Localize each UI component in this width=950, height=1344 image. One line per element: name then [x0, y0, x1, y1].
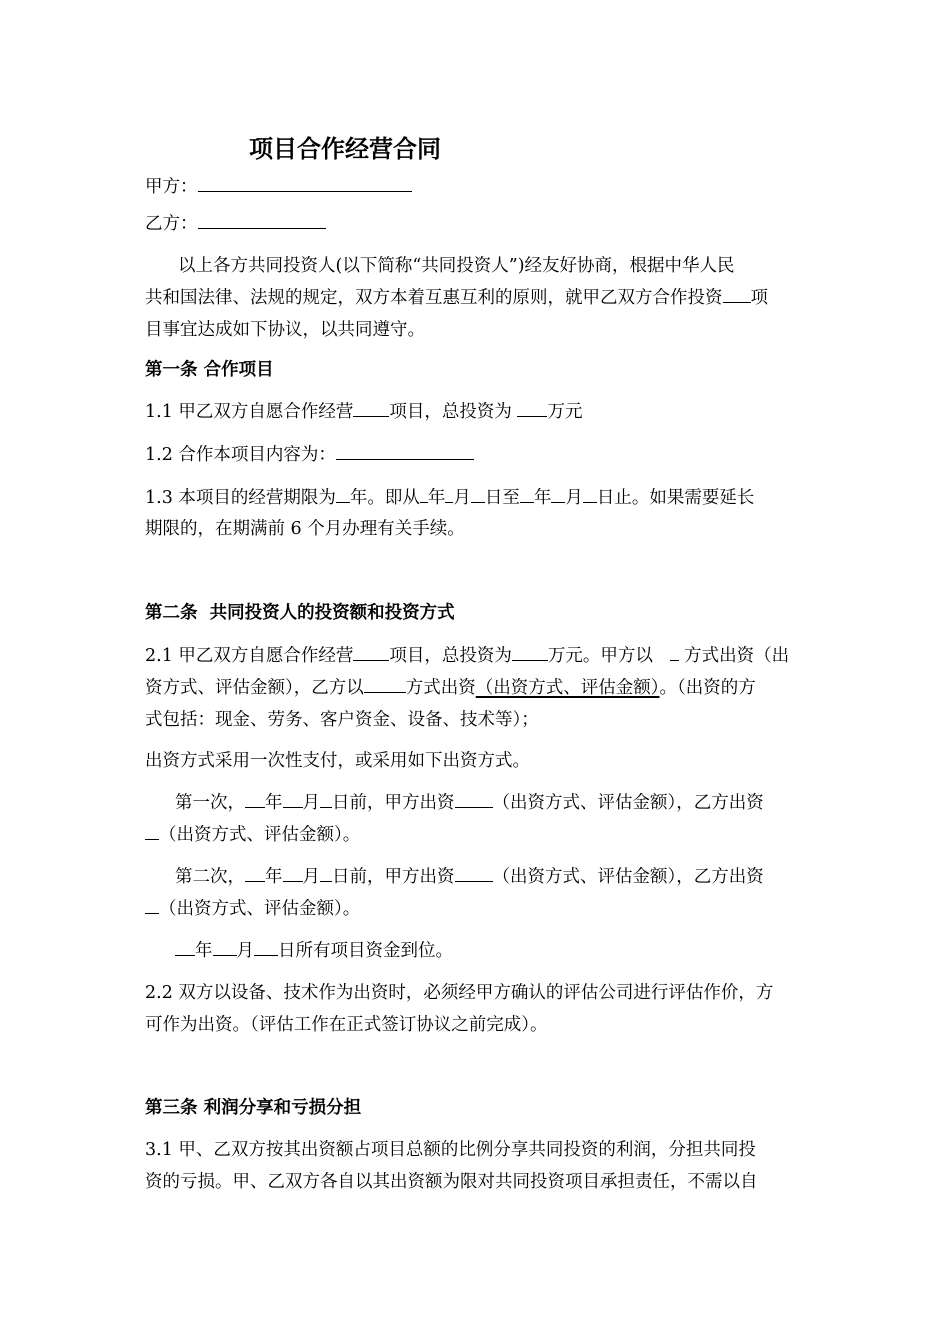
clause-1-3-line-2: 期限的，在期满前 6 个月办理有关手续。	[145, 519, 465, 539]
intro-line-2: 共和国法律、法规的规定，双方本着互惠互利的原则，就甲乙双方合作投资 项	[145, 288, 768, 308]
clause-2-2-line-1: 2.2 双方以设备、技术作为出资时，必须经甲方确认的评估公司进行评估作价，方	[145, 983, 774, 1003]
first-payment-line-2: （出资方式、评估金额）。	[145, 823, 360, 847]
clause-1-3-line-1: 1.3 本项目的经营期限为 年。即从 年 月 日至 年 月 日止。如果需要延长	[145, 488, 755, 508]
intro-line-3: 目事宜达成如下协议，以共同遵守。	[145, 320, 425, 340]
second-payment-line-1: 第二次， 年 月 日前，甲方出资 （出资方式、评估金额），乙方出资	[175, 867, 764, 887]
payment-method: 出资方式采用一次性支付，或采用如下出资方式。	[145, 751, 530, 771]
clause-2-1-line-1: 2.1 甲乙双方自愿合作经营 项目，总投资为 万元。甲方以 方式出资（出	[145, 646, 790, 666]
party-a-blank	[198, 175, 412, 192]
party-b-blank	[198, 212, 326, 229]
first-payment-line-1: 第一次， 年 月 日前，甲方出资 （出资方式、评估金额），乙方出资	[175, 793, 764, 813]
clause-3-1-line-2: 资的亏损。甲、乙双方各自以其出资额为限对共同投资项目承担责任，不需以自	[145, 1172, 758, 1192]
clause-3-1-line-1: 3.1 甲、乙双方按其出资额占项目总额的比例分享共同投资的利润，分担共同投	[145, 1140, 756, 1160]
document-title: 项目合作经营合同	[249, 134, 441, 163]
party-a-label: 甲方：	[145, 177, 198, 197]
project-blank	[723, 286, 751, 303]
party-b-line	[145, 212, 326, 236]
clause-1-2: 1.2 合作本项目内容为：	[145, 443, 474, 467]
article-2-heading: 第二条 共同投资人的投资额和投资方式	[145, 603, 455, 623]
clause-2-1-line-2: 资方式、评估金额），乙方以 方式出资（出资方式、评估金额）。（出资的方	[145, 678, 756, 698]
funds-in-place-line: 年 月 日所有项目资金到位。	[175, 939, 453, 963]
intro-line-1: 以上各方共同投资人(以下简称“共同投资人”)经友好协商，根据中华人民	[178, 256, 735, 276]
clause-2-1-line-3: 式包括：现金、劳务、客户资金、设备、技术等）；	[145, 710, 539, 730]
party-a-line	[145, 175, 412, 199]
clause-2-2-line-2: 可作为出资。（评估工作在正式签订协议之前完成）。	[145, 1015, 548, 1035]
article-1-heading: 第一条 合作项目	[145, 360, 274, 380]
clause-1-1: 1.1 甲乙双方自愿合作经营 项目，总投资为 万元	[145, 402, 583, 422]
article-3-heading: 第三条 利润分享和亏损分担	[145, 1098, 362, 1118]
second-payment-line-2: （出资方式、评估金额）。	[145, 897, 360, 921]
party-b-label: 乙方：	[145, 214, 198, 234]
